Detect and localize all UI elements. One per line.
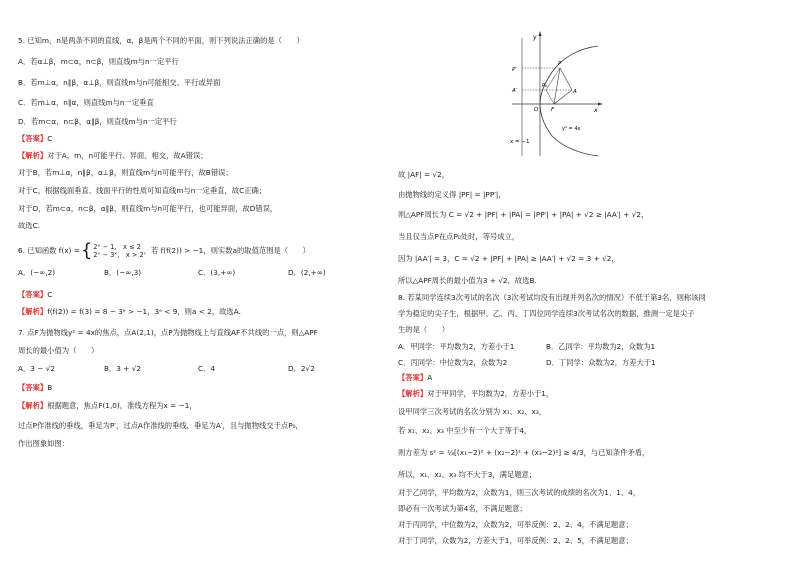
p-label: P — [558, 61, 562, 67]
analysis-tag: 【解析】 — [18, 401, 48, 410]
q5-analysis-5: 故选C. — [18, 221, 41, 230]
q8-analysis-7: 即必有一次考试为第4名，不满足题意； — [398, 504, 527, 513]
q5-option-b: B．若m⊥α，n∥β，α⊥β，则直线m与n可能相交、平行或异面 — [18, 78, 221, 87]
x-label: x — [594, 107, 598, 114]
q6-option-a: A．(−∞,2) — [18, 268, 56, 277]
q8-stem-2: 学为稳定的尖子生，根据甲、乙、丙、丁四位同学连续3次考试名次的数据，推测一定是尖子 — [398, 309, 695, 318]
q8-analysis-1 — [398, 389, 553, 399]
parabola-figure — [508, 28, 608, 160]
right-line-4: 当且仅当点P在点P₀处时，等号成立， — [398, 232, 520, 241]
analysis-tag: 【解析】 — [398, 389, 428, 398]
q8-analysis-3: 若 x₁、x₂、x₃ 中至少有一个大于等于4， — [398, 426, 532, 435]
q8-analysis-6: 对于乙同学，平均数为2，众数为1，则三次考试的成绩的名次为1、1、4， — [398, 488, 641, 497]
answer-value: A — [427, 373, 433, 382]
q5-option-c: C．若m⊥α，n∥α，则直线m与n一定垂直 — [18, 98, 154, 107]
q7-stem-2: 周长的最小值为（ ） — [18, 346, 99, 355]
q5-option-a: A．若α⊥β，m⊂α，n⊂β，则直线m与n一定平行 — [18, 57, 179, 66]
p0-label: P₀ — [542, 83, 548, 89]
segment-af — [554, 90, 572, 104]
curve-label: y² = 4x — [562, 126, 581, 132]
piecewise — [93, 243, 143, 259]
parabola-curve — [540, 46, 598, 156]
analysis-tag: 【解析】 — [18, 307, 48, 316]
q7-option-a: A．3 − √2 — [18, 364, 55, 373]
q8-option-a: A．甲同学：平均数为2，方差小于1 — [398, 342, 515, 351]
answer-value: B — [47, 383, 53, 392]
q8-analysis-4: 则方差为 s² = ⅓[(x₁−2)² + (x₂−2)² + (x₃−2)²] ≥ 4/3，与已知条件矛盾， — [398, 448, 650, 457]
q6-stem — [18, 240, 310, 262]
analysis-text: f(f(2)) = f(3) = 8 − 3ᵃ > −1，3ᵃ < 9，则a < 2，故选A. — [47, 307, 241, 316]
right-line-5: 因为 |AA′| = 3，C = √2 + |PF| + |PA| ≥ |AA′| + √2 = 3 + √2， — [398, 254, 619, 263]
q5-analysis-2: 对于B，若m⊥α，n∥β，α⊥β，则直线m与n可能平行，故B错误； — [18, 168, 233, 177]
answer-tag: 【答案】 — [18, 383, 48, 392]
q6-option-c: C．(3,+∞) — [198, 268, 236, 277]
q7-stem-1: 7. 点F为抛物线y² = 4x的焦点，点A(2,1)，点P为抛物线上与直线AF不共线的一点，则△APF — [18, 328, 318, 337]
analysis-text: 对于A，m，n可能平行、异面、相交，故A错误； — [47, 151, 208, 160]
q7-option-b: B．3 + √2 — [104, 364, 141, 373]
segment-pf — [554, 68, 560, 104]
q5-answer — [18, 134, 52, 144]
q7-analysis-3: 作出图象如图： — [18, 439, 70, 448]
q8-analysis-2: 设甲同学三次考试的名次分别为 x₁、x₂、x₃， — [398, 407, 547, 416]
analysis-text: 对于甲同学，平均数为2，方差小于1， — [427, 389, 554, 398]
brace-symbol: { — [80, 240, 93, 261]
answer-tag: 【答案】 — [18, 290, 48, 299]
piece-2: 2ˣ − 3ˣ, x > 2 — [93, 251, 144, 259]
q7-answer — [18, 383, 52, 393]
q5-analysis-3: 对于C，根据线面垂直、线面平行的性质可知直线m与n一定垂直，故C正确； — [18, 186, 267, 195]
directrix-label: x = −1 — [510, 139, 530, 145]
x-axis-arrow — [598, 103, 603, 106]
p-prime-label: P′ — [512, 67, 517, 73]
q6-stem-pre: 6. 已知函数 f(x) = — [18, 246, 80, 255]
q8-analysis-5: 所以，x₁、x₂、x₃ 均不大于3，满足题意； — [398, 470, 537, 479]
q5-analysis-4: 对于D，若m⊂α，n⊂β，α∥β，则直线m与n可能平行，也可能异面，故D错误， — [18, 204, 278, 213]
y-axis-arrow — [539, 31, 542, 36]
y-label: y — [533, 34, 537, 41]
q5-stem: 5. 已知m，n是两条不同的直线，α，β是两个不同的平面，则下列说法正确的是（ ） — [18, 36, 304, 45]
q5-option-d: D．若m⊂α，n⊂β，α∥β，则直线m与n一定平行 — [18, 117, 177, 126]
answer-value: C — [47, 134, 53, 143]
q7-analysis-2: 过点P作准线的垂线，垂足为P′，过点A作准线的垂线，垂足为A′，且与抛物线交于点P₀， — [18, 421, 303, 430]
q6-stem-post: ，若 f(f(2)) > −1，则实数a的取值范围是（ ） — [143, 246, 310, 255]
right-line-2: 由抛物线的定义得 |PF| = |PP′|， — [398, 190, 506, 199]
q8-option-c: C．丙同学：中位数为2，众数为2 — [398, 358, 508, 367]
q8-analysis-9: 对于丁同学，众数为2，方差大于1，可举反例：2、2、5，不满足题意； — [398, 536, 633, 545]
q6-option-d: D．(2,+∞) — [288, 268, 326, 277]
q6-answer — [18, 290, 52, 300]
focus-label: F — [551, 107, 555, 113]
a-label: A — [573, 89, 577, 95]
right-line-1: 故 |AF| = √2， — [398, 170, 450, 179]
q7-option-c: C．4 — [198, 364, 216, 373]
q8-analysis-8: 对于丙同学，中位数为2，众数为2，可举反例：2、2、4，不满足题意； — [398, 520, 633, 529]
a-prime-label: A′ — [512, 88, 518, 94]
segment-pa — [560, 68, 572, 90]
piece-1: 2ˣ − 1, x ≤ 2 — [93, 243, 141, 251]
q7-analysis-1 — [18, 401, 197, 411]
answer-tag: 【答案】 — [398, 373, 428, 382]
q6-option-b: B．(−∞,3) — [104, 268, 142, 277]
analysis-tag: 【解析】 — [18, 151, 48, 160]
answer-tag: 【答案】 — [18, 134, 48, 143]
q8-option-d: D．丁同学：众数为2，方差大于1 — [546, 358, 656, 367]
q8-stem-1: 8. 若某同学连续3次考试的名次（3次考试均没有出现并列名次的情况）不低于第3名，则称该同 — [398, 293, 706, 302]
q5-analysis-1 — [18, 151, 208, 161]
q8-answer — [398, 373, 432, 383]
right-line-3: 则△APF周长为 C = √2 + |PF| + |PA| = |PP′| + |PA| + √2 ≥ |AA′| + √2， — [398, 210, 649, 219]
origin-label: O — [534, 107, 539, 113]
answer-value: C — [47, 290, 53, 299]
q7-option-d: D．2√2 — [288, 364, 315, 373]
q8-option-b: B．乙同学：平均数为2，众数为1 — [546, 342, 656, 351]
q6-analysis — [18, 307, 241, 317]
analysis-text: 根据题意，焦点F(1,0)，准线方程为x = −1， — [47, 401, 197, 410]
q8-stem-3: 生的是（ ） — [398, 325, 450, 334]
right-line-6: 所以△APF周长的最小值为3 + √2，故选B. — [398, 276, 537, 285]
segment-p0f — [546, 90, 554, 104]
